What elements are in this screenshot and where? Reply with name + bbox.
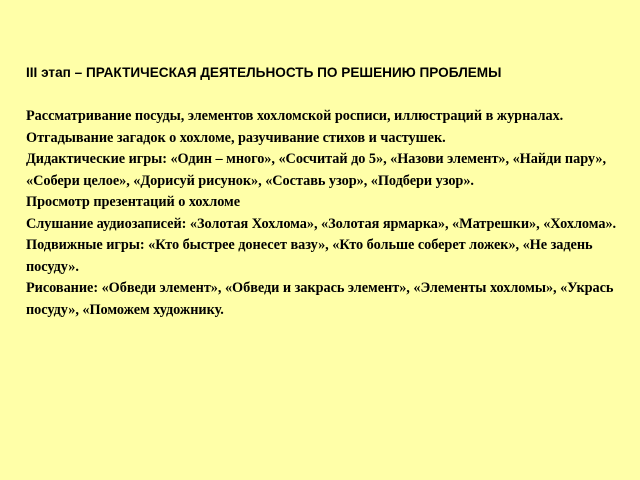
paragraph-drawing: Рисование: «Обведи элемент», «Обведи и закрась элемент», «Элементы хохломы», «Укрась посуду», «Поможем художнику. bbox=[26, 280, 614, 318]
paragraph-riddles: Отгадывание загадок о хохломе, разучивание стихов и частушек. bbox=[26, 129, 446, 146]
paragraph-audio: Слушание аудиозаписей: «Золотая Хохлома», «Золотая ярмарка», «Матрешки», «Хохлома». bbox=[26, 215, 617, 232]
slide-title: III этап – ПРАКТИЧЕСКАЯ ДЕЯТЕЛЬНОСТЬ ПО РЕШЕНИЮ ПРОБЛЕМЫ bbox=[26, 65, 502, 80]
slide-body bbox=[26, 106, 622, 321]
paragraph-examination: Рассматривание посуды, элементов хохломской росписи, иллюстраций в журналах. bbox=[26, 108, 564, 124]
paragraph-presentations: Просмотр презентаций о хохломе bbox=[26, 194, 241, 210]
paragraph-outdoor-games: Подвижные игры: «Кто быстрее донесет вазу», «Кто больше соберет ложек», «Не задень посуду». bbox=[26, 237, 593, 275]
paragraph-didactic-games: Дидактические игры: «Один – много», «Сосчитай до 5», «Назови элемент», «Найди пару», «Собери целое», «Дорисуй рисунок», «Составь узор», «Подбери узор». bbox=[26, 151, 606, 189]
